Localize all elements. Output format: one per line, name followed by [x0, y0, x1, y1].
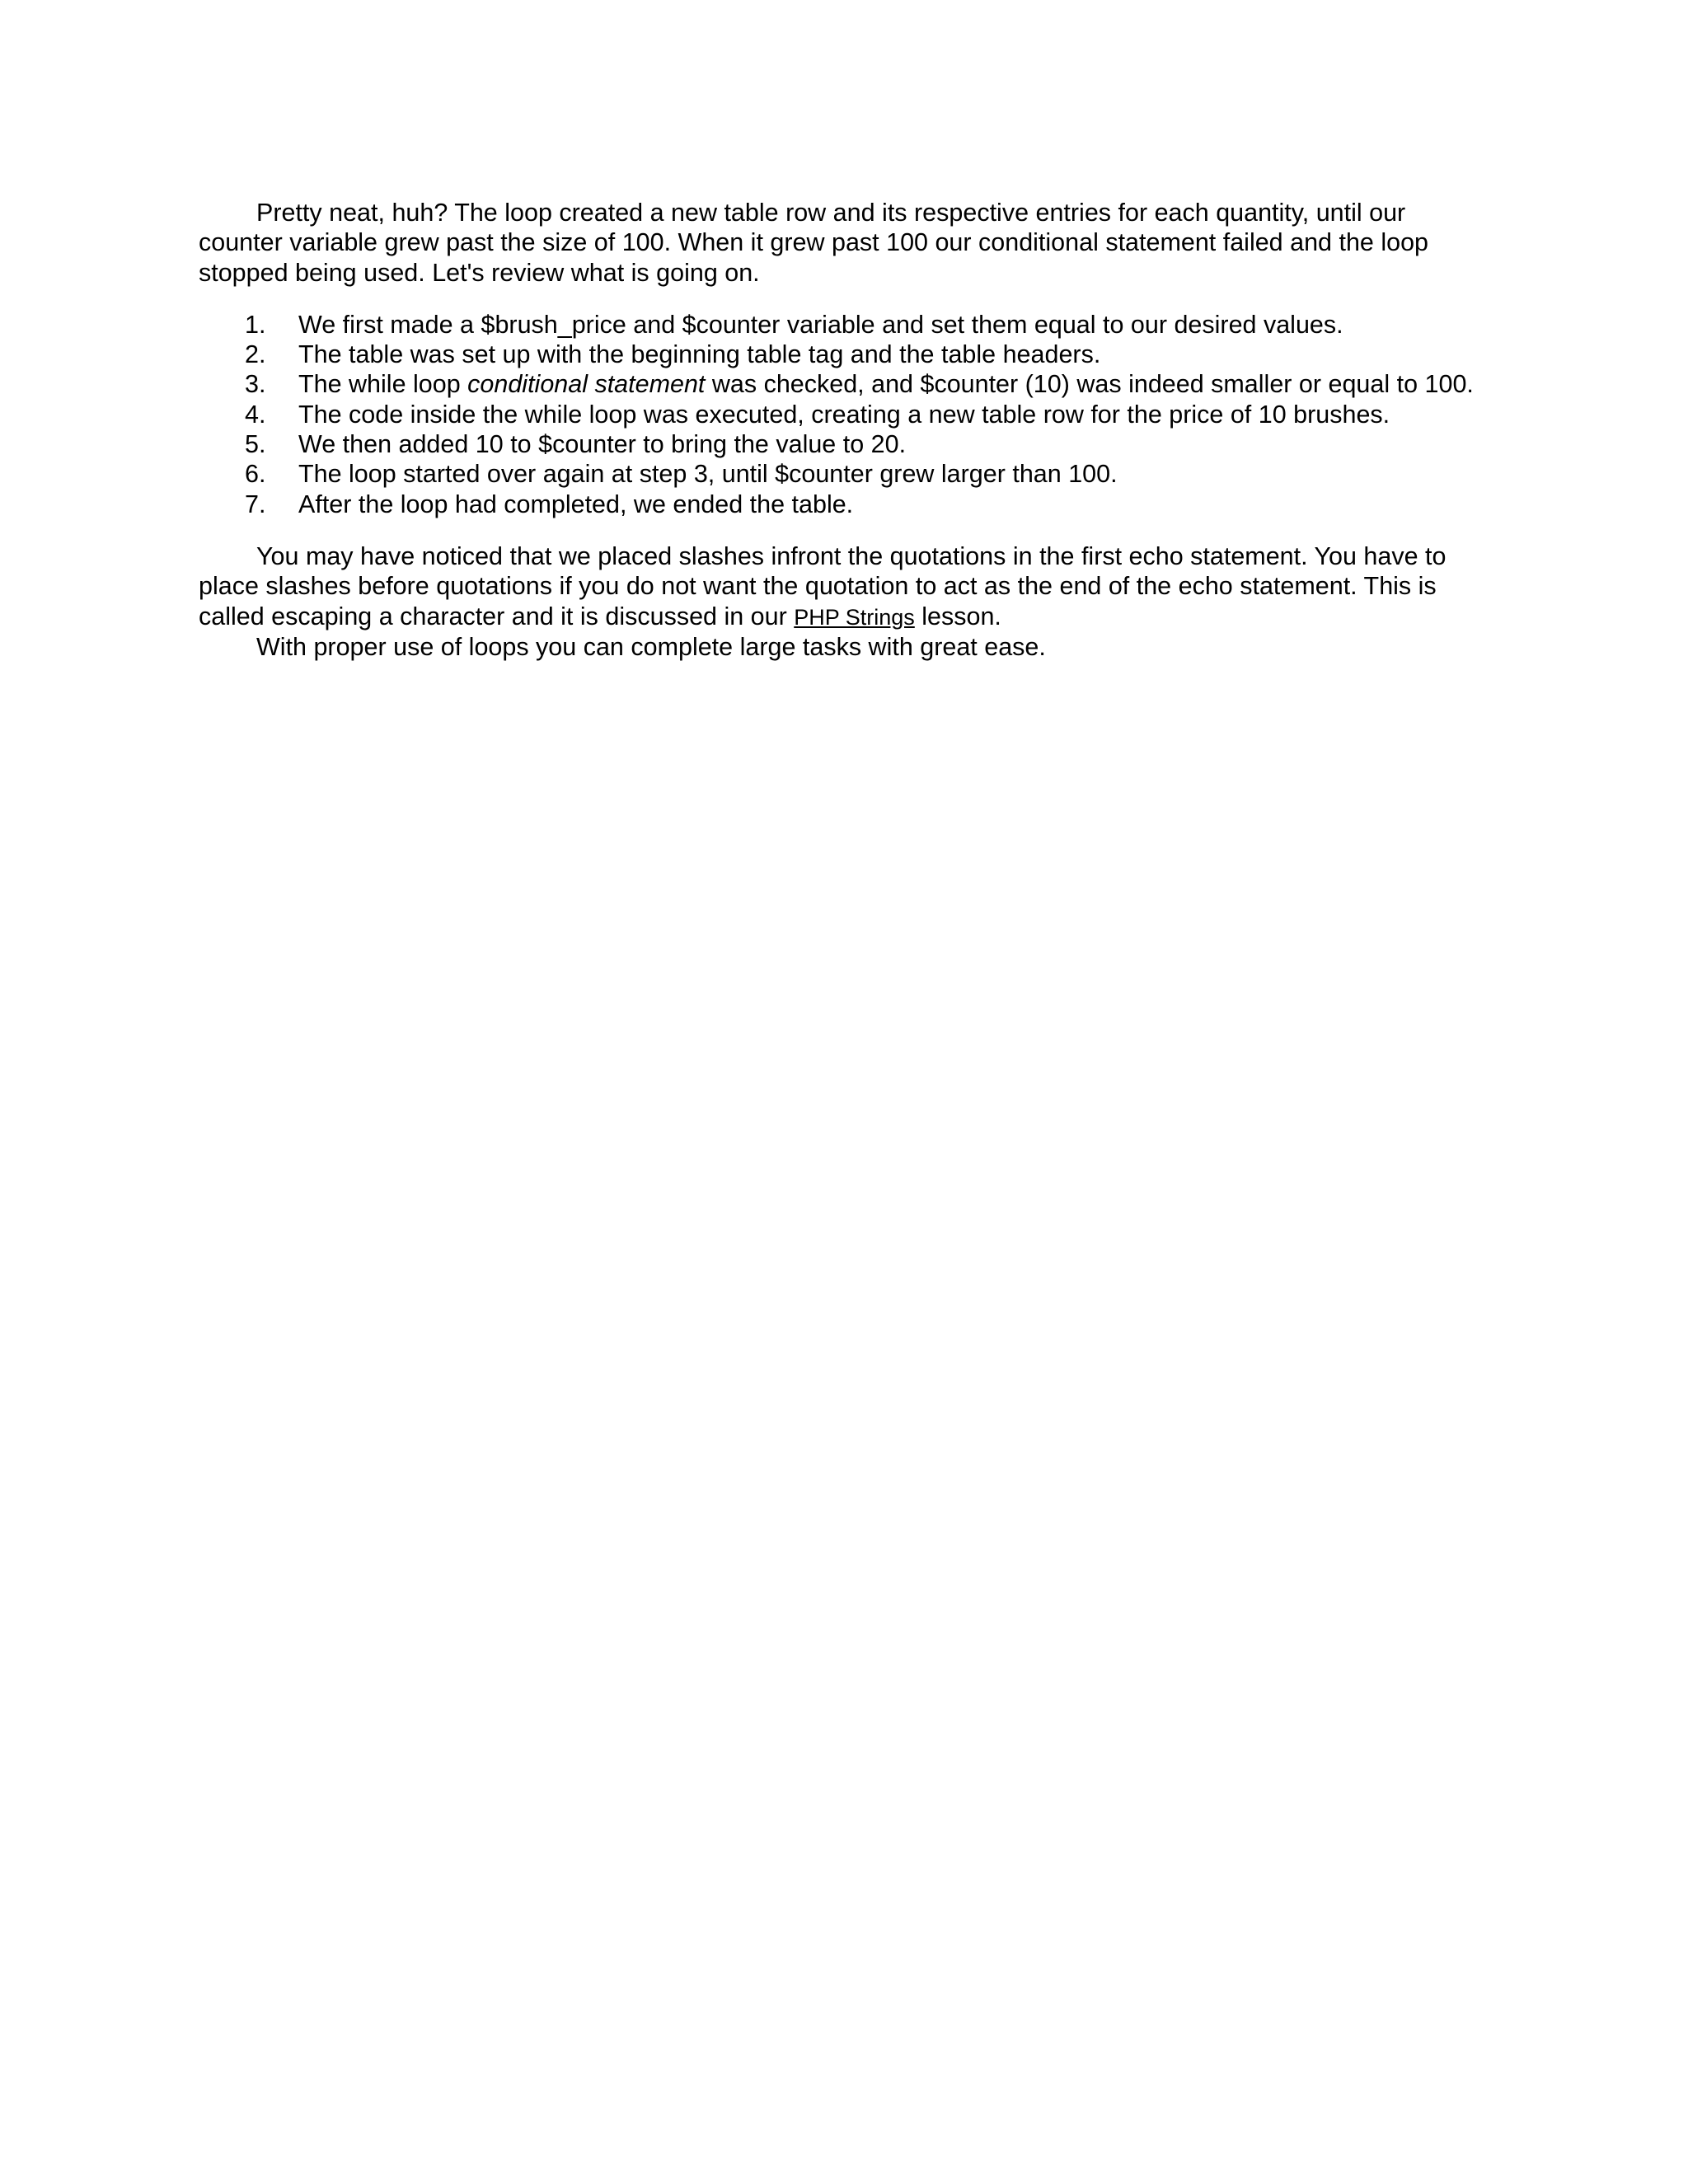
list-item-number: 3.: [245, 370, 266, 399]
list-item-text-end: was checked, and $counter (10) was indeed smaller or equal to 100.: [705, 370, 1474, 399]
list-item: [199, 490, 1484, 519]
list-item-text: The code inside the while loop was executed, creating a new table row for the price of 10 brushes.: [298, 400, 1390, 429]
list-item-text-start: The while loop: [298, 370, 468, 399]
closing-paragraph: With proper use of loops you can complete large tasks with great ease.: [256, 632, 1046, 661]
list-item: [199, 429, 1484, 459]
steps-list: [199, 310, 1484, 519]
list-item-number: 4.: [245, 400, 266, 429]
list-item-text: The loop started over again at step 3, until $counter grew larger than 100.: [298, 460, 1118, 489]
list-item: [199, 369, 1484, 399]
list-item-text: We then added 10 to $counter to bring the value to 20.: [298, 430, 907, 459]
list-item-number: 1.: [245, 310, 266, 339]
list-item-text: We first made a $brush_price and $counter variable and set them equal to our desired values.: [298, 310, 1343, 339]
escaping-text: You may have noticed that we placed slashes infront the quotations in the first echo statement. You have to place slashes before quotations if you do not want the quotation to act as the end of the echo statement. This is called escaping a character and it is discussed in our: [199, 541, 1447, 630]
php-strings-link[interactable]: PHP Strings: [794, 604, 915, 630]
document-page: [199, 198, 1484, 662]
intro-paragraph: Pretty neat, huh? The loop created a new table row and its respective entries for each quantity, until our counter variable grew past the size of 100. When it grew past 100 our conditional statement failed and the loop stopped being used. Let's review what is going on.: [199, 199, 1429, 287]
list-item-text: After the loop had completed, we ended the table.: [298, 490, 854, 518]
list-item-number: 6.: [245, 460, 266, 489]
list-item-text: The table was set up with the beginning table tag and the table headers.: [298, 340, 1101, 369]
list-item: [199, 400, 1484, 429]
list-item: [199, 310, 1484, 340]
escaping-paragraph: [199, 541, 1484, 632]
list-item: [199, 459, 1484, 489]
list-item-number: 5.: [245, 430, 266, 459]
list-item: [199, 340, 1484, 369]
list-item-number: 7.: [245, 490, 266, 518]
emphasized-term: conditional statement: [467, 370, 706, 399]
list-item-number: 2.: [245, 340, 266, 369]
escaping-text-end: lesson.: [914, 602, 1001, 630]
list-item-text: [298, 369, 1484, 399]
